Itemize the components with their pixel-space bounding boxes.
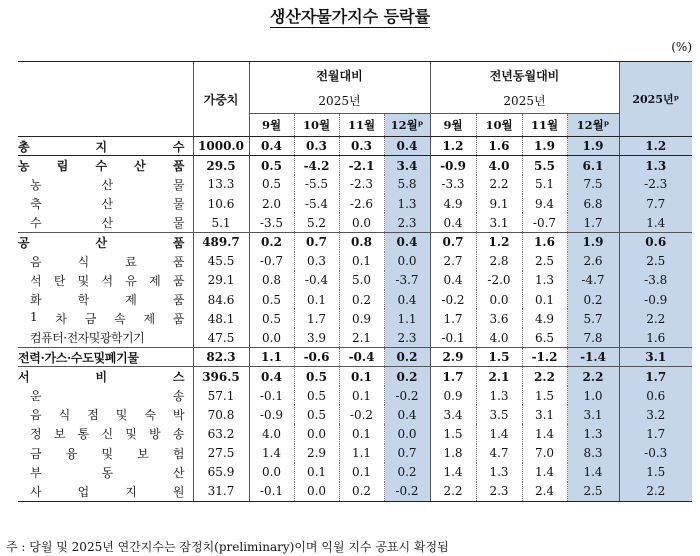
cell-value: 5.2 (294, 213, 339, 232)
cell-value: 0.0 (476, 290, 522, 309)
annual-header: 2025년ᵖ (619, 62, 692, 137)
row-label: 1 차 금 속 제 품 (30, 310, 185, 327)
cell-value: 7.8 (567, 328, 619, 347)
cell-value: 1.7 (430, 309, 476, 328)
cell-value: 0.3 (339, 137, 384, 156)
cell-value: 4.9 (430, 194, 476, 213)
cell-value: 5.8 (384, 175, 430, 194)
cell-value: 4.9 (522, 309, 567, 328)
cell-value: 489.7 (193, 232, 249, 251)
cell-value: 4.0 (249, 424, 294, 443)
table-row (18, 405, 692, 424)
cell-value: 1.0 (567, 386, 619, 405)
cell-value: 1.4 (522, 463, 567, 482)
corner-cell (18, 62, 193, 137)
cell-value: 5.7 (567, 309, 619, 328)
cell-value: 0.2 (384, 367, 430, 386)
cell-value: 1.9 (567, 232, 619, 251)
yoy-year: 2025년 (430, 89, 619, 114)
cell-value: 2.2 (430, 482, 476, 501)
table-row (18, 348, 692, 367)
cell-value: -0.9 (430, 156, 476, 175)
cell-value: 3.6 (476, 309, 522, 328)
cell-value: 0.5 (249, 309, 294, 328)
cell-value: 1.3 (476, 463, 522, 482)
mom-month-1: 10월 (294, 114, 339, 137)
cell-value: 1.5 (619, 463, 692, 482)
cell-value: 0.2 (567, 290, 619, 309)
cell-value: -2.6 (339, 194, 384, 213)
cell-value: 2.1 (476, 367, 522, 386)
cell-value: -3.7 (384, 271, 430, 290)
cell-value: 48.1 (193, 309, 249, 328)
cell-value: -0.1 (249, 386, 294, 405)
cell-value: 3.4 (430, 405, 476, 424)
cell-value: 5.1 (193, 213, 249, 232)
cell-value: 3.2 (619, 405, 692, 424)
cell-value: 0.4 (430, 213, 476, 232)
yoy-month-2: 11월 (522, 114, 567, 137)
cell-value: 1.3 (522, 271, 567, 290)
cell-value: 0.4 (249, 367, 294, 386)
row-label: 금 융 및 보 험 (30, 446, 185, 461)
table-row (18, 271, 692, 290)
cell-value: 2.5 (619, 252, 692, 271)
cell-value: 3.4 (384, 156, 430, 175)
cell-value: -2.0 (476, 271, 522, 290)
mom-month-2: 11월 (339, 114, 384, 137)
cell-value: 3.1 (567, 405, 619, 424)
cell-value: 2.9 (294, 444, 339, 463)
table-row (18, 156, 692, 175)
cell-value: 9.4 (522, 194, 567, 213)
cell-value: -0.7 (249, 252, 294, 271)
cell-value: 2.8 (476, 252, 522, 271)
cell-value: 1.7 (619, 424, 692, 443)
cell-value: 0.1 (339, 463, 384, 482)
cell-value: 2.9 (430, 348, 476, 367)
cell-value: -0.7 (522, 213, 567, 232)
cell-value: 1.6 (522, 232, 567, 251)
cell-value: 1.4 (567, 463, 619, 482)
cell-value: 0.0 (384, 424, 430, 443)
cell-value: 2.4 (522, 482, 567, 501)
row-label: 농 림 수 산 품 (18, 156, 193, 175)
cell-value: 0.1 (339, 367, 384, 386)
row-label: 화 학 제 품 (30, 293, 185, 308)
cell-value: 1.4 (249, 444, 294, 463)
cell-value: -0.4 (294, 271, 339, 290)
cell-value: 0.5 (294, 405, 339, 424)
cell-value: 0.7 (294, 232, 339, 251)
cell-value: 1.6 (476, 137, 522, 156)
cell-value: -0.3 (619, 444, 692, 463)
cell-value: 1.1 (249, 348, 294, 367)
footnote: 주 : 당월 및 2025년 연간지수는 잠정치(preliminary)이며 익월 지수 공표시 확정됨 (6, 540, 449, 554)
mom-header: 전월대비 (249, 62, 430, 89)
cell-value: 0.4 (384, 137, 430, 156)
cell-value: -4.7 (567, 271, 619, 290)
cell-value: 0.0 (339, 213, 384, 232)
cell-value: -0.2 (430, 290, 476, 309)
cell-value: 0.0 (294, 482, 339, 501)
cell-value: 1.3 (476, 386, 522, 405)
page-title: 생산자물가지수 등락률 (269, 7, 431, 26)
cell-value: 0.2 (384, 348, 430, 367)
cell-value: 5.0 (339, 271, 384, 290)
cell-value: 0.4 (384, 290, 430, 309)
cell-value: 0.5 (249, 156, 294, 175)
cell-value: -0.9 (249, 405, 294, 424)
row-label: 서 비 스 (18, 367, 193, 386)
row-label: 정 보 통 신 및 방 송 (30, 427, 185, 442)
cell-value: 0.9 (430, 386, 476, 405)
cell-value: 2.3 (384, 328, 430, 347)
cell-value: 0.2 (339, 482, 384, 501)
cell-value: 2.3 (384, 213, 430, 232)
cell-value: 57.1 (193, 386, 249, 405)
cell-value: 1.7 (430, 367, 476, 386)
row-label: 수 산 물 (30, 216, 185, 231)
cell-value: 0.1 (294, 290, 339, 309)
table-row (18, 175, 692, 194)
unit-label: (%) (671, 40, 692, 54)
cell-value: 2.2 (619, 309, 692, 328)
cell-value: 0.5 (294, 386, 339, 405)
cell-value: -2.3 (619, 175, 692, 194)
cell-value: 70.8 (193, 405, 249, 424)
table-row (18, 463, 692, 482)
cell-value: 0.2 (249, 232, 294, 251)
cell-value: 1000.0 (193, 137, 249, 156)
cell-value: 1.2 (476, 232, 522, 251)
cell-value: 0.4 (430, 271, 476, 290)
cell-value: 1.4 (619, 213, 692, 232)
cell-value: 1.7 (294, 309, 339, 328)
cell-value: 0.0 (294, 424, 339, 443)
ppi-table (18, 61, 692, 502)
table-row (18, 482, 692, 501)
yoy-month-1: 10월 (476, 114, 522, 137)
cell-value: 1.1 (339, 444, 384, 463)
cell-value: 6.8 (567, 194, 619, 213)
cell-value: 1.8 (430, 444, 476, 463)
cell-value: 0.3 (294, 252, 339, 271)
cell-value: 7.5 (567, 175, 619, 194)
cell-value: 2.7 (430, 252, 476, 271)
table-row (18, 213, 692, 232)
cell-value: -5.5 (294, 175, 339, 194)
cell-value: 396.5 (193, 367, 249, 386)
row-label: 축 산 물 (30, 197, 185, 212)
cell-value: 0.1 (339, 252, 384, 271)
cell-value: 1.6 (619, 328, 692, 347)
cell-value: 1.1 (384, 309, 430, 328)
cell-value: 4.0 (476, 328, 522, 347)
cell-value: 4.7 (476, 444, 522, 463)
table-row (18, 137, 692, 156)
cell-value: 1.3 (384, 194, 430, 213)
cell-value: 47.5 (193, 328, 249, 347)
row-label: 석 탄 및 석 유 제 품 (30, 273, 185, 288)
cell-value: -1.4 (567, 348, 619, 367)
cell-value: 1.3 (567, 424, 619, 443)
cell-value: 1.2 (619, 137, 692, 156)
cell-value: 27.5 (193, 444, 249, 463)
cell-value: 0.2 (384, 463, 430, 482)
cell-value: -0.6 (294, 348, 339, 367)
cell-value: 0.1 (294, 463, 339, 482)
cell-value: 6.5 (522, 328, 567, 347)
cell-value: 0.0 (384, 252, 430, 271)
row-label: 음 식 점 및 숙 박 (30, 408, 185, 423)
table-row (18, 328, 692, 347)
cell-value: 10.6 (193, 194, 249, 213)
table-row (18, 232, 692, 251)
cell-value: 0.2 (339, 290, 384, 309)
cell-value: 2.0 (249, 194, 294, 213)
cell-value: 0.5 (249, 175, 294, 194)
cell-value: -0.2 (384, 482, 430, 501)
cell-value: 0.7 (430, 232, 476, 251)
cell-value: 4.0 (476, 156, 522, 175)
table-row (18, 367, 692, 386)
cell-value: 29.1 (193, 271, 249, 290)
table-row (18, 290, 692, 309)
cell-value: 0.4 (249, 137, 294, 156)
cell-value: -0.2 (339, 405, 384, 424)
cell-value: -1.2 (522, 348, 567, 367)
row-label: 총 지 수 (18, 137, 193, 156)
cell-value: 0.5 (294, 367, 339, 386)
cell-value: 65.9 (193, 463, 249, 482)
yoy-header: 전년동월대비 (430, 62, 619, 89)
mom-month-0: 9월 (249, 114, 294, 137)
cell-value: -0.1 (430, 328, 476, 347)
cell-value: 13.3 (193, 175, 249, 194)
cell-value: 0.9 (339, 309, 384, 328)
cell-value: 2.1 (339, 328, 384, 347)
cell-value: -2.3 (339, 175, 384, 194)
cell-value: 1.5 (430, 424, 476, 443)
cell-value: 1.4 (430, 463, 476, 482)
cell-value: 0.0 (249, 463, 294, 482)
cell-value: 2.5 (522, 252, 567, 271)
row-label: 음 식 료 품 (30, 254, 185, 269)
cell-value: 0.8 (339, 232, 384, 251)
cell-value: 9.1 (476, 194, 522, 213)
cell-value: 3.1 (522, 405, 567, 424)
cell-value: -3.3 (430, 175, 476, 194)
cell-value: 3.1 (476, 213, 522, 232)
cell-value: -2.1 (339, 156, 384, 175)
row-label: 운 송 (30, 389, 185, 404)
cell-value: 0.6 (619, 386, 692, 405)
row-label: 전력·가스·수도및폐기물 (18, 348, 193, 367)
cell-value: 2.2 (619, 482, 692, 501)
cell-value: 0.8 (249, 271, 294, 290)
table-row (18, 309, 692, 328)
cell-value: 29.5 (193, 156, 249, 175)
row-label: 부 동 산 (30, 465, 185, 480)
yoy-month-0: 9월 (430, 114, 476, 137)
cell-value: 0.5 (249, 290, 294, 309)
cell-value: 0.3 (294, 137, 339, 156)
cell-value: 1.5 (522, 386, 567, 405)
cell-value: 0.4 (384, 232, 430, 251)
table-row (18, 386, 692, 405)
cell-value: 2.3 (476, 482, 522, 501)
cell-value: 5.1 (522, 175, 567, 194)
row-label: 컴퓨터·전자및광학기기 (30, 331, 145, 346)
mom-month-3: 12월ᵖ (384, 114, 430, 137)
cell-value: 0.1 (339, 424, 384, 443)
table-row (18, 194, 692, 213)
cell-value: -0.9 (619, 290, 692, 309)
yoy-month-3: 12월ᵖ (567, 114, 619, 137)
cell-value: 0.1 (339, 386, 384, 405)
cell-value: 0.4 (384, 405, 430, 424)
table-row (18, 252, 692, 271)
cell-value: -0.2 (384, 386, 430, 405)
cell-value: 7.0 (522, 444, 567, 463)
cell-value: 5.5 (522, 156, 567, 175)
cell-value: 45.5 (193, 252, 249, 271)
cell-value: 3.1 (619, 348, 692, 367)
cell-value: 8.3 (567, 444, 619, 463)
cell-value: 2.2 (567, 367, 619, 386)
cell-value: -0.4 (339, 348, 384, 367)
cell-value: 6.1 (567, 156, 619, 175)
cell-value: 0.1 (522, 290, 567, 309)
cell-value: 3.5 (476, 405, 522, 424)
cell-value: -3.8 (619, 271, 692, 290)
cell-value: -3.5 (249, 213, 294, 232)
cell-value: 82.3 (193, 348, 249, 367)
cell-value: 0.6 (619, 232, 692, 251)
row-label: 공 산 품 (18, 232, 193, 251)
cell-value: 2.2 (476, 175, 522, 194)
cell-value: 0.7 (384, 444, 430, 463)
cell-value: -5.4 (294, 194, 339, 213)
cell-value: 63.2 (193, 424, 249, 443)
cell-value: 7.7 (619, 194, 692, 213)
cell-value: 84.6 (193, 290, 249, 309)
cell-value: 1.4 (476, 424, 522, 443)
cell-value: 1.2 (430, 137, 476, 156)
cell-value: 1.9 (522, 137, 567, 156)
weight-header: 가중치 (193, 62, 249, 137)
table-row (18, 424, 692, 443)
mom-year: 2025년 (249, 89, 430, 114)
cell-value: -0.1 (249, 482, 294, 501)
cell-value: 1.7 (619, 367, 692, 386)
cell-value: 1.9 (567, 137, 619, 156)
cell-value: 2.2 (522, 367, 567, 386)
table-row (18, 444, 692, 463)
cell-value: 0.0 (249, 328, 294, 347)
cell-value: 3.9 (294, 328, 339, 347)
row-label: 농 산 물 (30, 177, 185, 192)
cell-value: 1.5 (476, 348, 522, 367)
row-label: 사 업 지 원 (18, 482, 193, 501)
cell-value: 31.7 (193, 482, 249, 501)
cell-value: 1.7 (567, 213, 619, 232)
cell-value: 2.6 (567, 252, 619, 271)
cell-value: -4.2 (294, 156, 339, 175)
cell-value: 1.3 (619, 156, 692, 175)
cell-value: 2.5 (567, 482, 619, 501)
cell-value: 1.4 (522, 424, 567, 443)
